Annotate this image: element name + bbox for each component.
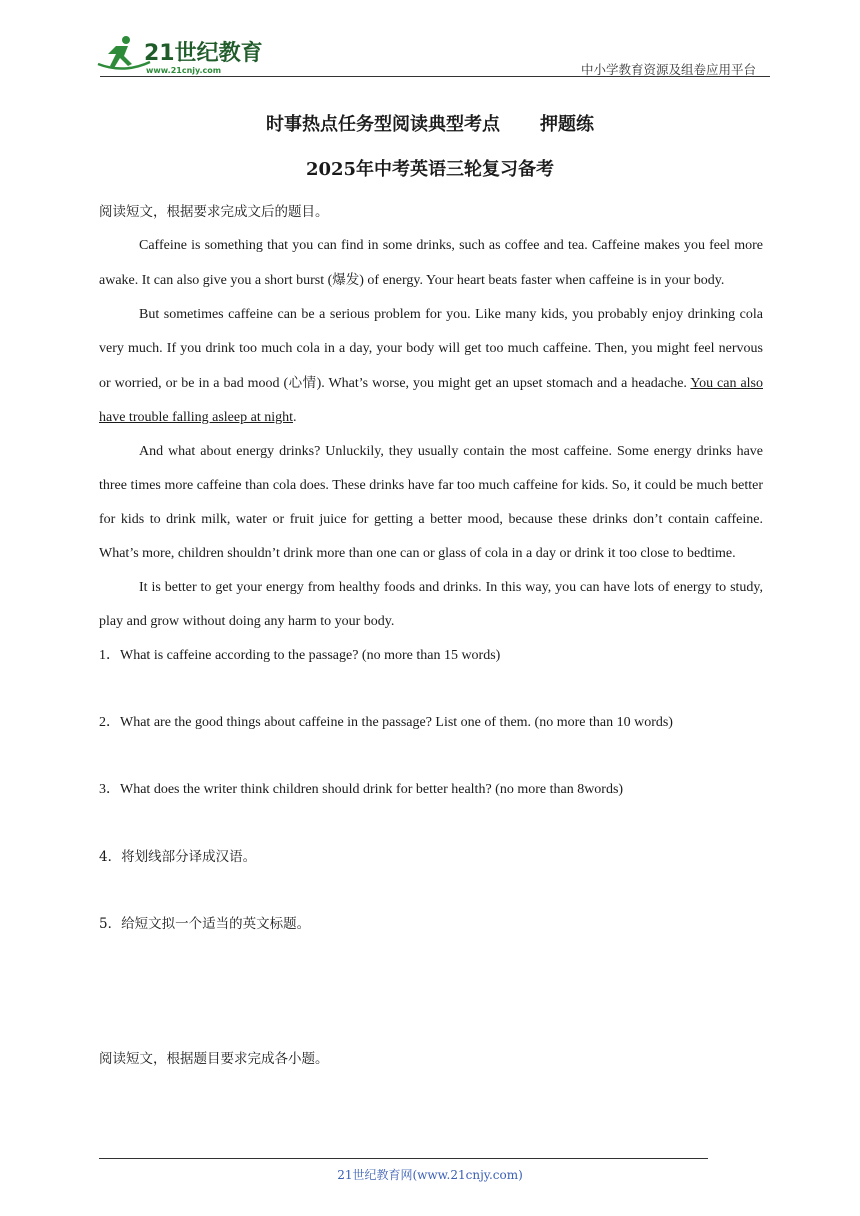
page-header — [90, 28, 770, 78]
title-part-1: 时事热点任务型阅读典型考点 — [266, 114, 500, 135]
answer-space — [99, 673, 763, 706]
answer-space — [99, 807, 763, 840]
title-part-2: 押题练 — [540, 114, 594, 135]
passage-paragraph-4: It is better to get your energy from healthy foods and drinks. In this way, you can have lots of energy to study, play and grow without doing any harm to your body. — [99, 580, 763, 629]
question-2: 2．What are the good things about caffeine in the passage? List one of them. (no more than 10 words) — [99, 715, 673, 730]
question-3: 3．What does the writer think children should drink for better health? (no more than 8words) — [99, 782, 624, 797]
answer-space — [99, 874, 763, 907]
logo-21cnjy — [94, 34, 264, 76]
page-title — [0, 110, 860, 136]
question-5: 5．给短文拟一个适当的英文标题。 — [99, 916, 311, 932]
document-body — [99, 195, 763, 1076]
question-1: 1．What is caffeine according to the passage? (no more than 15 words) — [99, 648, 501, 663]
answer-space — [99, 941, 763, 1008]
passage-paragraph-3: And what about energy drinks? Unluckily, they usually contain the most caffeine. Some energy drinks have three times more caffeine than cola does. These drinks have far too much caffeine for kids. So, it could be much better for kids to drink milk, water or fruit juice for getting a better mood, because these drinks don’t contain caffeine. What’s more, children shouldn’t drink more than one can or glass of cola in a day or drink it too close to bedtime. — [99, 444, 763, 561]
passage-paragraph-1: Caffeine is something that you can find in some drinks, such as coffee and tea. Caffeine makes you feel more awake. It can also give you a short burst (爆发) of energy. Your heart beats faster when caffeine is in your body. — [99, 238, 763, 288]
answer-space — [99, 740, 763, 773]
runner-icon — [98, 36, 150, 69]
question-4: 4．将划线部分译成汉语。 — [99, 849, 257, 865]
footer-divider — [99, 1158, 708, 1159]
underlined-sentence: You can also have trouble falling asleep at night — [99, 376, 763, 425]
next-reading-instruction: 阅读短文，根据题目要求完成各小题。 — [99, 1051, 329, 1067]
header-divider — [100, 76, 770, 77]
page-footer: 21世纪教育网(www.21cnjy.com) — [337, 1168, 523, 1182]
page-subtitle: 2025年中考英语三轮复习备考 — [305, 159, 555, 180]
reading-instruction: 阅读短文，根据要求完成文后的题目。 — [99, 204, 329, 220]
header-site-name: 中小学教育资源及组卷应用平台 — [580, 62, 756, 77]
logo-text: 21世纪教育 — [144, 41, 263, 66]
logo-url: www.21cnjy.com — [146, 66, 222, 75]
passage-paragraph-2: But sometimes caffeine can be a serious problem for you. Like many kids, you probably enjoy drinking cola very much. If you drink too much cola in a day, your body will get too much caffeine. Then, you might feel nervous or worried, or be in a bad mood (心情). What’s worse, you might get an upset stomach and a headache. You can also have trouble falling asleep at night. — [99, 307, 763, 425]
